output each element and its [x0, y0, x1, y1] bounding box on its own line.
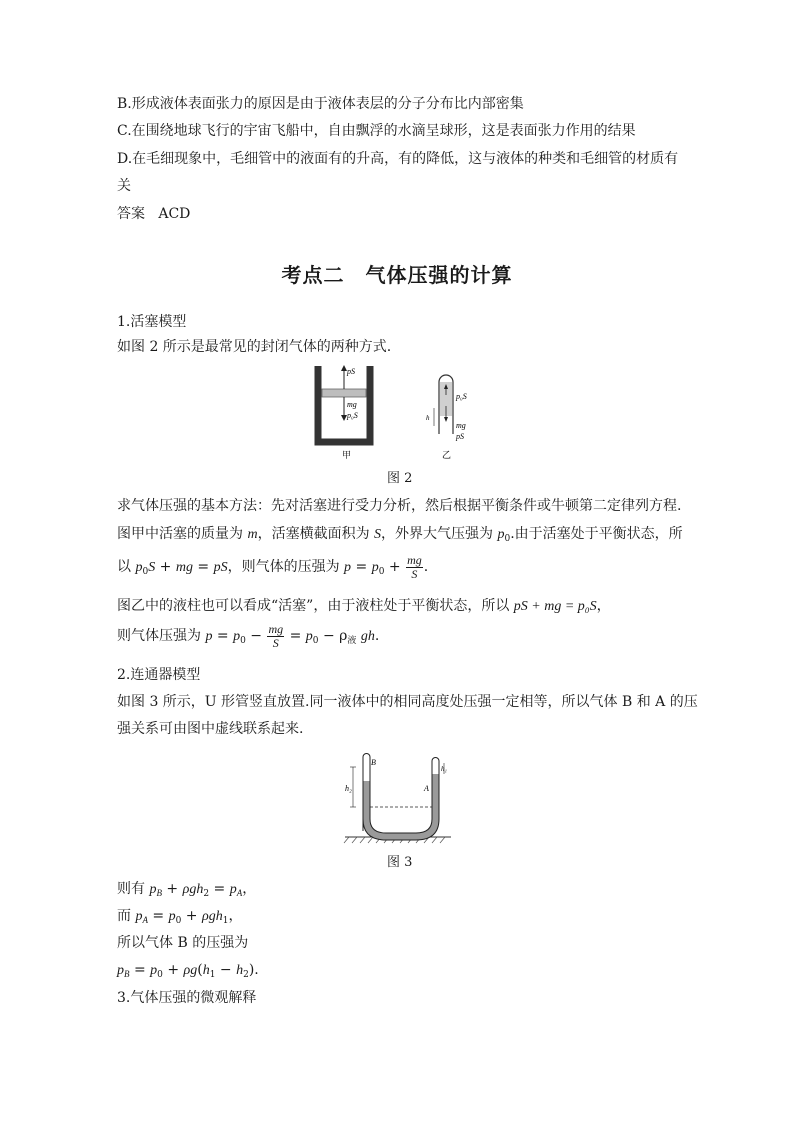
answer-value: ACD [158, 206, 191, 222]
liquid-column-tube-figure [426, 375, 467, 460]
label-b: B [371, 758, 376, 767]
piston-model-intro: 如图 2 所示是最常见的封闭气体的两种方式. [117, 339, 392, 355]
section-title: 考点二 气体压强的计算 [281, 263, 513, 287]
option-b: B.形成液体表面张力的原因是由于液体表层的分子分布比内部密集 [117, 96, 524, 112]
piston-method: 求气体压强的基本方法：先对活塞进行受力分析，然后根据平衡条件或牛顿第二定律列方程. [117, 498, 682, 514]
figure-3-diagram [343, 745, 453, 845]
connector-desc-line2: 强关系可由图中虚线联系起来. [117, 721, 304, 737]
figure-2-diagram [310, 362, 480, 462]
label-p0s-jia: p₀S [347, 411, 358, 420]
piston-equation-2: 则气体压强为 $p = p_0$ − $\frac{mg}{S}$ = $p_0 - \rho_液$ gh. [117, 621, 380, 650]
label-p0s-yi: p₀S [456, 392, 467, 401]
connector-eq-2: 而 $p_A = p_0 + \rho gh_1$， [117, 908, 243, 926]
label-jia: 甲 [342, 450, 352, 460]
connector-eq-3-text: 所以气体 B 的压强为 [117, 935, 249, 951]
label-h2: h₂ [345, 784, 352, 793]
piston-container-figure [318, 365, 370, 460]
option-c: C.在围绕地球飞行的宇宙飞船中，自由飘浮的水滴呈球形，这是表面张力作用的结果 [117, 123, 636, 139]
label-mg-jia: mg [347, 400, 357, 409]
connector-desc-line1: 如图 3 所示，U 形管竖直放置.同一液体中的相同高度处压强一定相等，所以气体 B 和 A 的压 [117, 694, 698, 710]
option-d-line1: D.在毛细现象中，毛细管中的液面有的升高，有的降低，这与液体的种类和毛细管的材质有 [117, 151, 679, 167]
figure-3-caption: 图 3 [387, 855, 413, 870]
connector-model-title: 2.连通器模型 [117, 667, 201, 683]
piston-model-title: 1.活塞模型 [117, 314, 187, 330]
piston-yi-description: 图乙中的液柱也可以看成“活塞”，由于液柱处于平衡状态，所以 pS + mg = p₀S， [117, 598, 611, 614]
connector-eq-3: $p_B = p_0 + \rho g(h_1 - h_2)$. [117, 962, 259, 980]
label-mg-yi: mg [456, 421, 466, 430]
label-ps-jia: pS [347, 367, 355, 376]
option-d-line2: 关 [117, 178, 131, 194]
label-yi: 乙 [442, 450, 452, 460]
answer-label: 答案 [117, 206, 145, 222]
micro-title: 3.气体压强的微观解释 [117, 990, 257, 1006]
connector-eq-1: 则有 $p_B + \rho gh_2 = p_A$， [117, 881, 257, 899]
answer [117, 204, 190, 224]
label-ps-yi: pS [456, 432, 464, 441]
piston-description: 图甲中活塞的质量为 m，活塞横截面积为 S，外界大气压强为 $p_0$.由于活塞处于平衡状态，所 [117, 526, 683, 544]
label-h-yi: h [426, 414, 430, 422]
figure-2-caption: 图 2 [387, 471, 413, 486]
label-h1: h₁ [441, 765, 447, 773]
piston-equation-1: 以 $p_0S$ + mg = pS，则气体的压强为 $p = p_0$ + $\frac{mg}{S}$ . [117, 552, 429, 581]
label-a: A [424, 784, 429, 793]
